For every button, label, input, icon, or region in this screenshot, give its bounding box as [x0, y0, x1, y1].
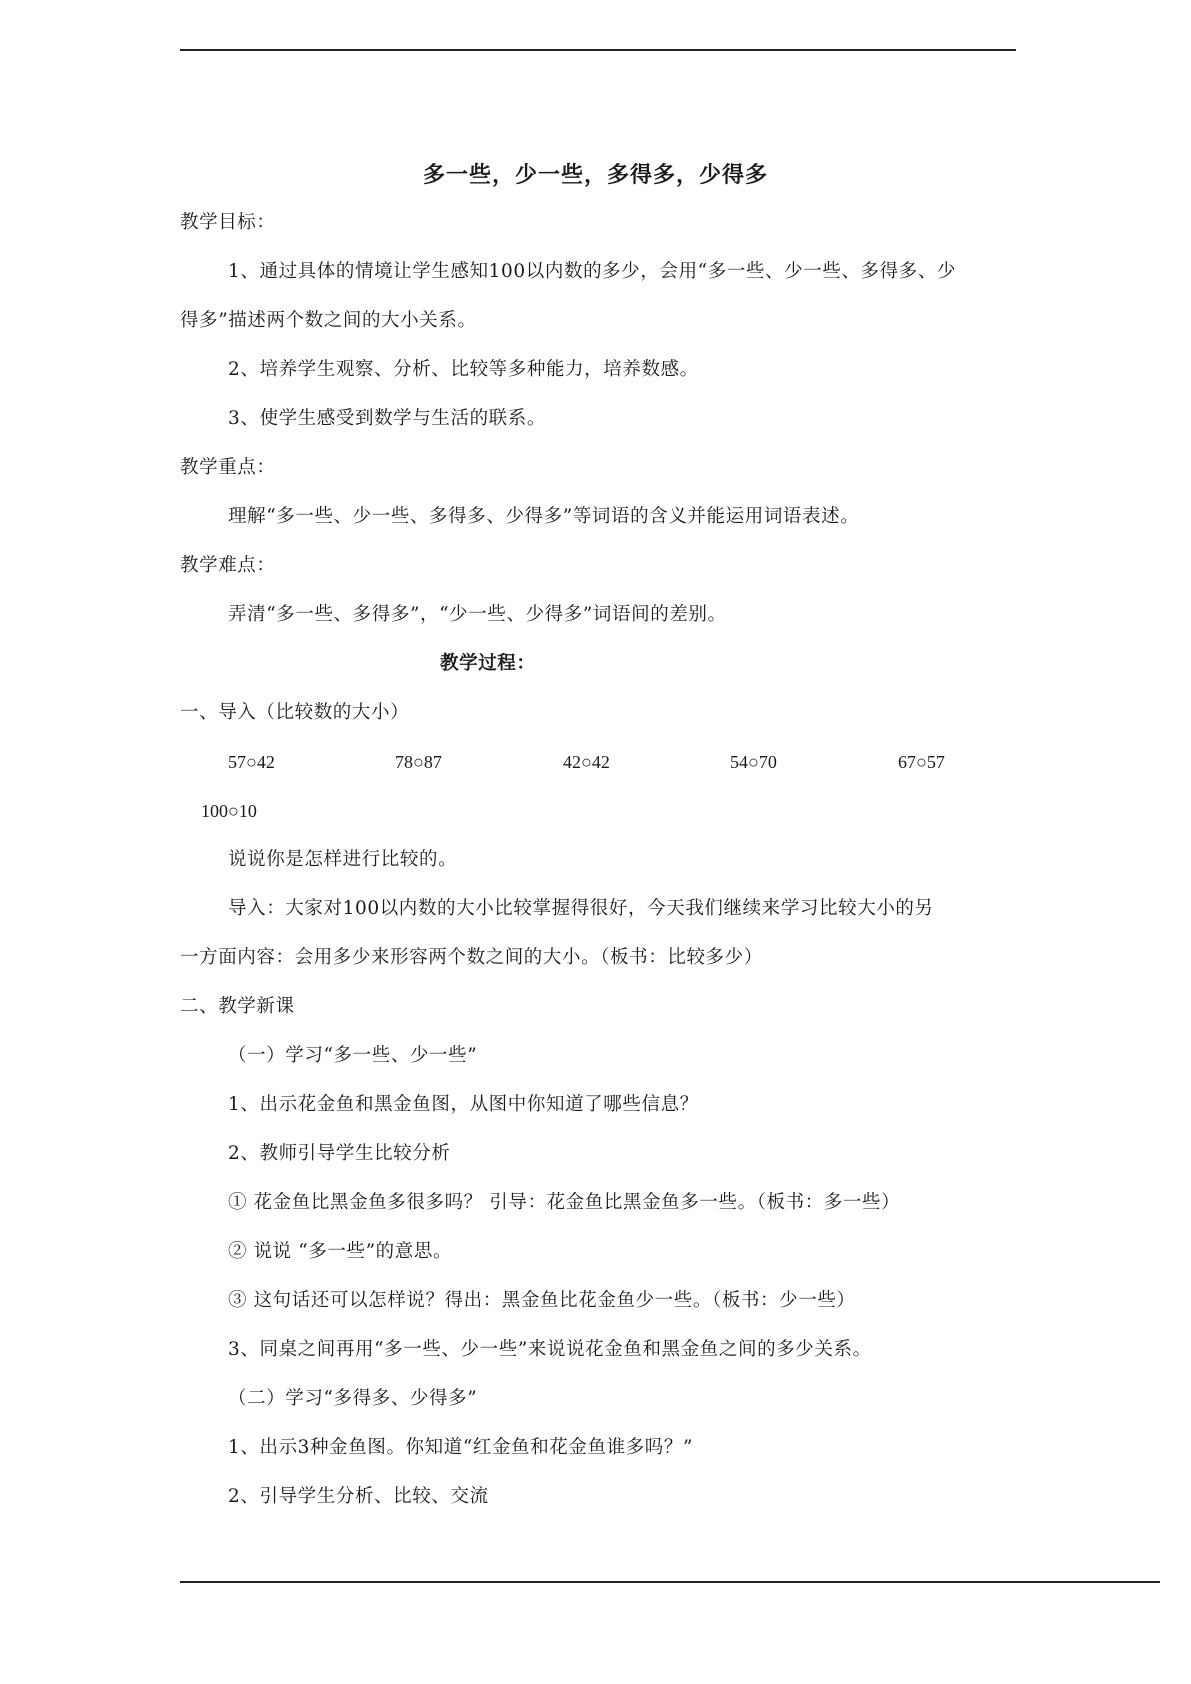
objectives-heading: 教学目标：	[180, 212, 276, 233]
header-rule	[180, 49, 1016, 51]
sub1-question-2: ② 说说 “多一些”的意思。	[228, 1241, 453, 1262]
part1-intro-line-2: 一方面内容：会用多少来形容两个数之间的大小。（板书：比较多少）	[180, 947, 763, 968]
objective-3: 3、使学生感受到数学与生活的联系。	[228, 408, 546, 429]
sub1-step-3: 3、同桌之间再用“多一些、少一些”来说说花金鱼和黑金鱼之间的多少关系。	[228, 1339, 872, 1360]
sub1-heading: （一）学习“多一些、少一些”	[228, 1045, 478, 1066]
part1-prompt: 说说你是怎样进行比较的。	[228, 849, 458, 870]
comparison-6: 100○10	[201, 801, 257, 821]
sub2-heading: （二）学习“多得多、少得多”	[228, 1388, 478, 1409]
difficulties-text: 弄清“多一些、多得多”，“少一些、少得多”词语间的差别。	[228, 604, 727, 625]
process-heading: 教学过程：	[440, 653, 536, 674]
comparison-1: 57○42	[228, 752, 275, 772]
comparison-2: 78○87	[395, 752, 442, 772]
sub1-question-3: ③ 这句话还可以怎样说？得出：黑金鱼比花金鱼少一些。（板书：少一些）	[228, 1290, 856, 1311]
footer-rule	[180, 1581, 1160, 1583]
key-points-text: 理解“多一些、少一些、多得多、少得多”等词语的含义并能运用词语表述。	[228, 506, 860, 527]
sub1-step-1: 1、出示花金鱼和黑金鱼图，从图中你知道了哪些信息？	[228, 1094, 699, 1115]
part1-heading: 一、导入（比较数的大小）	[180, 702, 410, 723]
part1-intro-line-1: 导入：大家对100以内数的大小比较掌握得很好，今天我们继续来学习比较大小的另	[228, 898, 934, 919]
key-points-heading: 教学重点：	[180, 457, 276, 478]
part2-heading: 二、教学新课	[180, 996, 295, 1017]
sub1-question-1: ① 花金鱼比黑金鱼多很多吗？ 引导：花金鱼比黑金鱼多一些。（板书：多一些）	[228, 1192, 901, 1213]
comparison-5: 67○57	[898, 752, 945, 772]
objective-1-line-1: 1、通过具体的情境让学生感知100以内数的多少，会用“多一些、少一些、多得多、少	[228, 261, 957, 282]
comparison-4: 54○70	[730, 752, 777, 772]
comparison-3: 42○42	[563, 752, 610, 772]
objective-2: 2、培养学生观察、分析、比较等多种能力，培养数感。	[228, 359, 699, 380]
difficulties-heading: 教学难点：	[180, 555, 276, 576]
objective-1-line-2: 得多”描述两个数之间的大小关系。	[180, 310, 477, 331]
sub2-step-1: 1、出示3种金鱼图。你知道“红金鱼和花金鱼谁多吗？”	[228, 1437, 694, 1458]
sub1-step-2: 2、教师引导学生比较分析	[228, 1143, 451, 1164]
document-title: 多一些，少一些，多得多，少得多	[422, 162, 768, 188]
sub2-step-2: 2、引导学生分析、比较、交流	[228, 1486, 489, 1507]
